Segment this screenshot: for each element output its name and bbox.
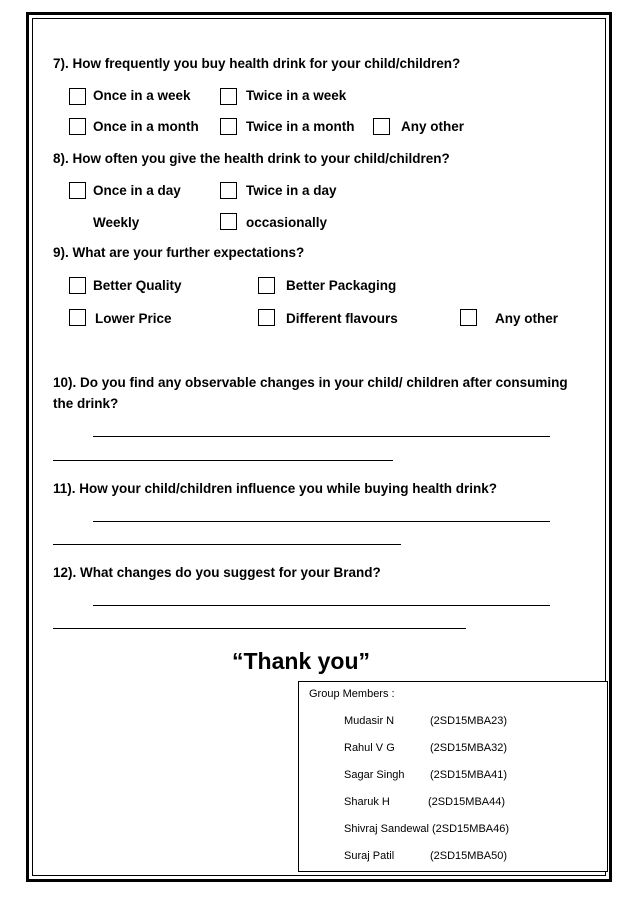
question-9: 9). What are your further expectations?	[53, 245, 305, 260]
member-id: (2SD15MBA32)	[430, 742, 508, 754]
option-label: Twice in a week	[246, 88, 347, 103]
member-name: Rahul V G	[344, 742, 395, 754]
group-title: Group Members :	[309, 688, 395, 700]
member-id: (2SD15MBA50)	[430, 850, 508, 862]
answer-line[interactable]	[53, 544, 401, 545]
member-id: (2SD15MBA23)	[430, 715, 508, 727]
checkbox-q9-different-flavours[interactable]	[258, 309, 275, 326]
answer-line[interactable]	[53, 628, 466, 629]
member-name: Sharuk H	[344, 796, 390, 808]
checkbox-q7-any-other[interactable]	[373, 118, 390, 135]
option-label: Once in a week	[93, 88, 191, 103]
answer-line[interactable]	[93, 605, 550, 606]
question-10: 10). Do you find any observable changes in your child/ children after consuming	[53, 375, 568, 390]
option-label: Twice in a month	[246, 119, 355, 134]
option-label: Once in a month	[93, 119, 199, 134]
question-8: 8). How often you give the health drink to your child/children?	[53, 151, 450, 166]
question-12: 12). What changes do you suggest for your Brand?	[53, 565, 381, 580]
option-label: Once in a day	[93, 183, 181, 198]
checkbox-q9-better-packaging[interactable]	[258, 277, 275, 294]
checkbox-q7-once-month[interactable]	[69, 118, 86, 135]
checkbox-q9-any-other[interactable]	[460, 309, 477, 326]
member-name: Sagar Singh	[344, 769, 405, 781]
checkbox-q7-twice-month[interactable]	[220, 118, 237, 135]
checkbox-q8-occasionally[interactable]	[220, 213, 237, 230]
checkbox-q7-twice-week[interactable]	[220, 88, 237, 105]
question-11: 11). How your child/children influence you while buying health drink?	[53, 481, 498, 496]
thank-you-heading: “Thank you”	[232, 648, 371, 674]
member-id: (2SD15MBA44)	[428, 796, 506, 808]
member-id: (2SD15MBA46)	[432, 823, 510, 835]
question-10-cont: the drink?	[53, 396, 119, 411]
checkbox-q9-lower-price[interactable]	[69, 309, 86, 326]
checkbox-q8-twice-day[interactable]	[220, 182, 237, 199]
option-label: Weekly	[93, 215, 140, 230]
option-label: occasionally	[246, 215, 328, 230]
checkbox-q9-better-quality[interactable]	[69, 277, 86, 294]
answer-line[interactable]	[93, 521, 550, 522]
option-label: Any other	[401, 119, 465, 134]
checkbox-q8-once-day[interactable]	[69, 182, 86, 199]
member-name: Shivraj Sandewal	[344, 823, 429, 835]
option-label: Any other	[495, 311, 559, 326]
option-label: Different flavours	[286, 311, 398, 326]
answer-line[interactable]	[93, 436, 550, 437]
option-label: Better Packaging	[286, 278, 397, 293]
member-id: (2SD15MBA41)	[430, 769, 508, 781]
checkbox-q7-once-week[interactable]	[69, 88, 86, 105]
option-label: Lower Price	[95, 311, 172, 326]
member-name: Suraj Patil	[344, 850, 395, 862]
member-name: Mudasir N	[344, 715, 395, 727]
option-label: Twice in a day	[246, 183, 337, 198]
question-7: 7). How frequently you buy health drink for your child/children?	[53, 56, 461, 71]
answer-line[interactable]	[53, 460, 393, 461]
group-members-box	[298, 681, 608, 872]
option-label: Better Quality	[93, 278, 182, 293]
